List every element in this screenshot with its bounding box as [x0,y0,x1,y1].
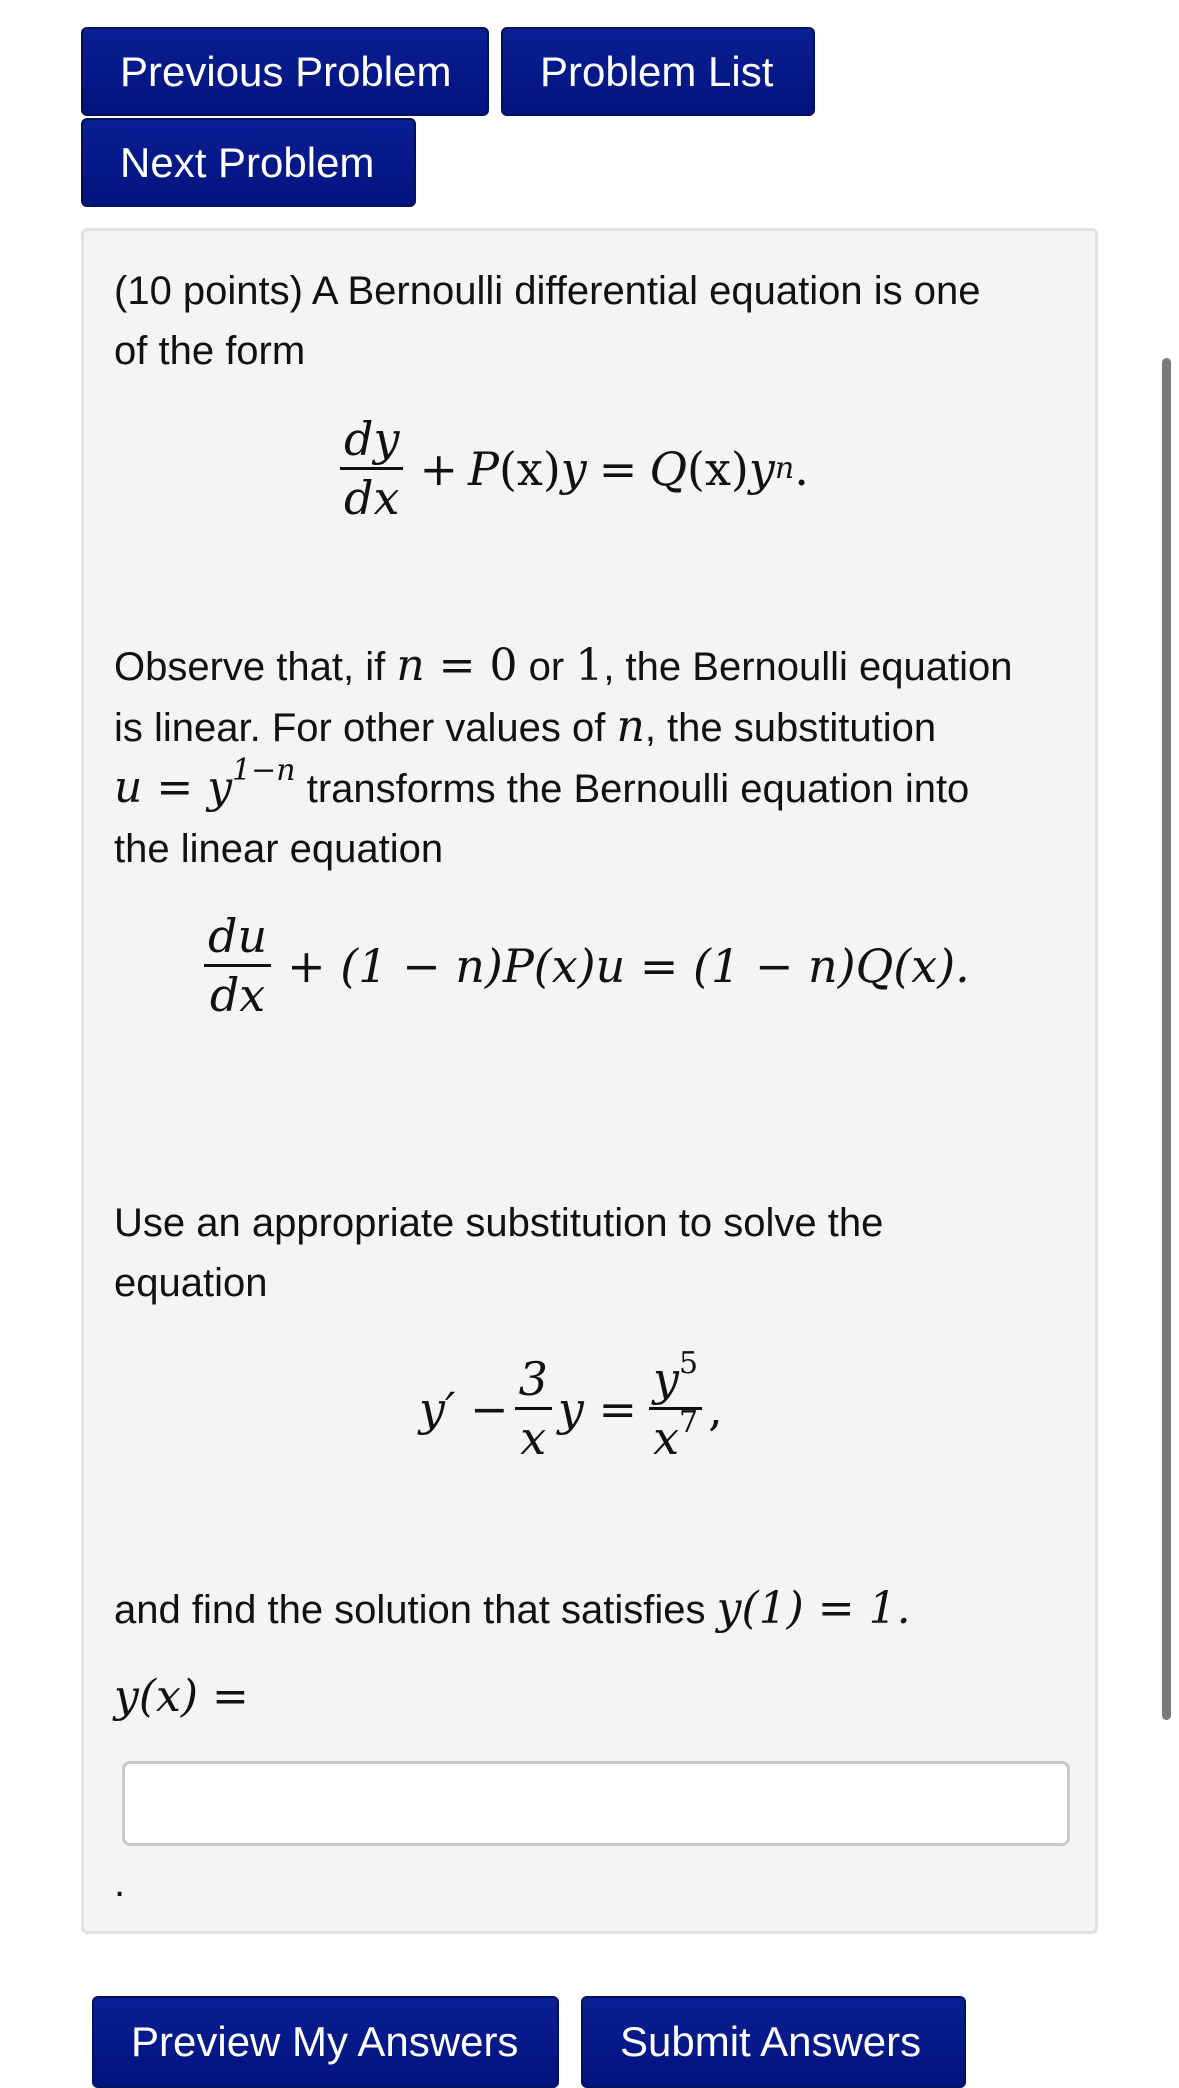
scrollbar[interactable] [1162,358,1171,1720]
observe-paragraph: Observe that, if n = 0 or 1, the Bernoulli equation is linear. For other values of n, the substitution $u = y^{1-n}$ transforms the Bernoulli equation into the linear equation [114,640,1013,871]
answer-label: y(x) = [114,1671,249,1722]
next-problem-button[interactable]: Next Problem [81,118,416,207]
trailing-period: . [114,1861,126,1905]
intro-line-2: of the form [114,329,306,373]
bernoulli-equation: $\frac{dy}{dx}$ + P (x) y = Q (x) y n . [334,411,809,526]
intro-line-1: (10 points) A Bernoulli differential equation is one [114,269,981,313]
dy-dx-fraction: $\frac{dy}{dx}$ [340,411,403,526]
problem-panel [81,228,1098,1934]
answer-input[interactable] [122,1761,1070,1846]
given-equation: y′ − $\frac{3}{x}$ y = $\frac{y^5}{x^7}$ , [419,1346,723,1465]
previous-problem-button[interactable]: Previous Problem [81,27,489,116]
submit-answers-button[interactable]: Submit Answers [581,1996,966,2088]
du-dx-fraction: $\frac{du}{dx}$ [204,908,271,1023]
three-over-x-fraction: $\frac{3}{x}$ [515,1351,552,1466]
find-solution-text: and find the solution that satisfies y(1) = 1. [114,1583,911,1634]
preview-answers-button[interactable]: Preview My Answers [92,1996,559,2088]
use-substitution-text: Use an appropriate substitution to solve the equation [114,1201,884,1305]
linear-equation: $\frac{du}{dx}$ + (1 − n)P(x)u = (1 − n)Q(x). [198,908,970,1023]
problem-list-button[interactable]: Problem List [501,27,815,116]
rhs-fraction: $\frac{y^5}{x^7}$ [649,1351,702,1466]
problem-intro [114,261,1074,381]
